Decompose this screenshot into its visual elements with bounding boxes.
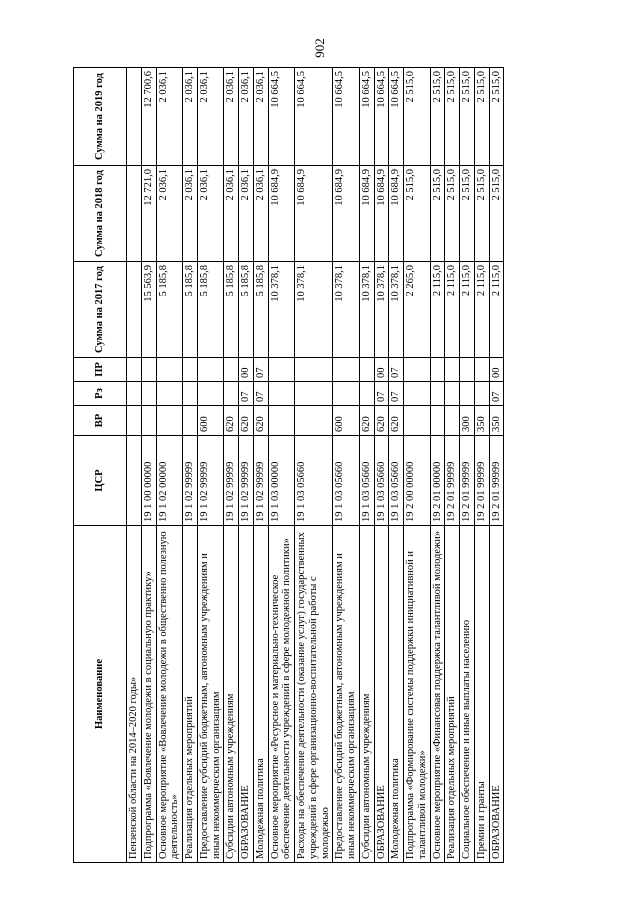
cell-sum-2019: 10 664,5 (333, 68, 360, 166)
header-sum-2018: Сумма на 2018 год (74, 166, 127, 262)
cell-sum-2017: 5 185,8 (156, 262, 183, 358)
cell-rz (295, 382, 333, 406)
cell-csr: 19 1 03 05660 (359, 436, 374, 526)
header-pr: ПР (74, 358, 127, 382)
cell-vr (445, 406, 460, 436)
cell-sum-2017: 5 185,8 (253, 262, 268, 358)
cell-sum-2019: 2 036,1 (183, 68, 198, 166)
header-csr: ЦСР (74, 436, 127, 526)
cell-vr (295, 406, 333, 436)
cell-rz: 07 (253, 382, 268, 406)
cell-sum-2018: 2 515,0 (474, 166, 489, 262)
cell-vr: 300 (460, 406, 475, 436)
cell-name: Предоставление субсидий бюджетным, автономным учреждениям и иным некоммерческим организациям (197, 526, 224, 863)
cell-pr (460, 358, 475, 382)
cell-name: Подпрограмма «Формирование системы поддержки инициативной и талантливой молодежи» (404, 526, 431, 863)
cell-name: Субсидии автономным учреждениям (224, 526, 239, 863)
header-sum-2019: Сумма на 2019 год (74, 68, 127, 166)
cell-pr: 07 (253, 358, 268, 382)
cell-csr: 19 2 01 99999 (489, 436, 504, 526)
cell-sum-2019: 10 664,5 (268, 68, 295, 166)
cell-csr: 19 1 00 00000 (141, 436, 156, 526)
cell-name: Пензенской области на 2014–2020 годы» (127, 526, 142, 863)
cell-sum-2019 (127, 68, 142, 166)
cell-pr (197, 358, 224, 382)
cell-vr: 600 (333, 406, 360, 436)
cell-sum-2017: 2 115,0 (460, 262, 475, 358)
table-row (333, 68, 360, 863)
cell-csr: 19 1 03 00000 (268, 436, 295, 526)
cell-pr (359, 358, 374, 382)
cell-rz (359, 382, 374, 406)
cell-vr: 350 (489, 406, 504, 436)
header-rz: Рз (74, 382, 127, 406)
table-row (183, 68, 198, 863)
cell-sum-2018: 2 036,1 (183, 166, 198, 262)
cell-pr (474, 358, 489, 382)
cell-name: Субсидии автономным учреждениям (359, 526, 374, 863)
cell-sum-2019: 10 664,5 (295, 68, 333, 166)
cell-sum-2018: 10 684,9 (374, 166, 389, 262)
cell-csr: 19 2 01 00000 (430, 436, 445, 526)
cell-name: Реализация отдельных мероприятий (445, 526, 460, 863)
cell-csr: 19 1 02 99999 (224, 436, 239, 526)
cell-vr (430, 406, 445, 436)
cell-sum-2017: 10 378,1 (333, 262, 360, 358)
cell-name: ОБРАЗОВАНИЕ (239, 526, 254, 863)
cell-sum-2019: 2 515,0 (460, 68, 475, 166)
cell-rz (430, 382, 445, 406)
cell-sum-2018: 2 515,0 (489, 166, 504, 262)
cell-csr: 19 1 02 00000 (156, 436, 183, 526)
cell-sum-2017: 2 115,0 (445, 262, 460, 358)
cell-name: Расходы на обеспечение деятельности (оказание услуг) государственных учреждений в сфере организационно-воспитательной работы с молодежью (295, 526, 333, 863)
cell-name: Предоставление субсидий бюджетным, автономным учреждениям и иным некоммерческим организациям (333, 526, 360, 863)
cell-sum-2019: 2 036,1 (253, 68, 268, 166)
cell-rz (445, 382, 460, 406)
cell-sum-2018: 2 036,1 (156, 166, 183, 262)
cell-vr (268, 406, 295, 436)
cell-sum-2019: 2 036,1 (156, 68, 183, 166)
cell-sum-2018 (127, 166, 142, 262)
cell-rz: 07 (489, 382, 504, 406)
table-row (253, 68, 268, 863)
cell-pr (141, 358, 156, 382)
cell-vr (127, 406, 142, 436)
cell-sum-2018: 10 684,9 (333, 166, 360, 262)
cell-rz: 07 (374, 382, 389, 406)
cell-rz (156, 382, 183, 406)
table-row (404, 68, 431, 863)
cell-sum-2017: 10 378,1 (359, 262, 374, 358)
cell-sum-2019: 10 664,5 (374, 68, 389, 166)
cell-rz (141, 382, 156, 406)
cell-csr: 19 1 03 05660 (389, 436, 404, 526)
header-sum-2017: Сумма на 2017 год (74, 262, 127, 358)
cell-sum-2017: 5 185,8 (197, 262, 224, 358)
cell-sum-2018: 2 036,1 (197, 166, 224, 262)
cell-sum-2017: 2 115,0 (489, 262, 504, 358)
cell-sum-2017: 15 563,9 (141, 262, 156, 358)
cell-pr: 07 (389, 358, 404, 382)
cell-sum-2018: 2 036,1 (239, 166, 254, 262)
cell-sum-2019: 12 700,6 (141, 68, 156, 166)
table-row (141, 68, 156, 863)
table-row (445, 68, 460, 863)
cell-pr (445, 358, 460, 382)
cell-vr: 620 (374, 406, 389, 436)
page-number: 902 (312, 38, 327, 58)
cell-csr: 19 2 01 99999 (445, 436, 460, 526)
cell-csr: 19 2 01 99999 (474, 436, 489, 526)
cell-sum-2018: 10 684,9 (268, 166, 295, 262)
cell-vr (156, 406, 183, 436)
table-body (127, 68, 504, 863)
cell-rz (333, 382, 360, 406)
cell-pr: 00 (239, 358, 254, 382)
table-row (224, 68, 239, 863)
cell-csr: 19 2 01 99999 (460, 436, 475, 526)
cell-rz: 07 (389, 382, 404, 406)
cell-csr: 19 1 02 99999 (239, 436, 254, 526)
cell-vr: 620 (239, 406, 254, 436)
cell-name: ОБРАЗОВАНИЕ (489, 526, 504, 863)
cell-sum-2019: 2 515,0 (430, 68, 445, 166)
cell-sum-2017: 10 378,1 (295, 262, 333, 358)
cell-sum-2017: 5 185,8 (239, 262, 254, 358)
cell-vr: 350 (474, 406, 489, 436)
table-row (430, 68, 445, 863)
cell-sum-2017: 5 185,8 (224, 262, 239, 358)
cell-name: Молодежная политика (389, 526, 404, 863)
cell-rz (127, 382, 142, 406)
cell-sum-2017: 2 115,0 (430, 262, 445, 358)
table-row (295, 68, 333, 863)
cell-rz (268, 382, 295, 406)
cell-name: Молодежная политика (253, 526, 268, 863)
table-row (359, 68, 374, 863)
cell-pr (295, 358, 333, 382)
cell-vr: 620 (224, 406, 239, 436)
cell-sum-2019: 2 515,0 (489, 68, 504, 166)
cell-csr: 19 1 02 99999 (183, 436, 198, 526)
cell-name: Подпрограмма «Вовлечение молодежи в социальную практику» (141, 526, 156, 863)
cell-sum-2017: 2 265,0 (404, 262, 431, 358)
cell-vr (404, 406, 431, 436)
cell-name: ОБРАЗОВАНИЕ (374, 526, 389, 863)
cell-sum-2018: 10 684,9 (359, 166, 374, 262)
table-row (489, 68, 504, 863)
table-row (474, 68, 489, 863)
cell-vr (183, 406, 198, 436)
cell-csr: 19 1 03 05660 (374, 436, 389, 526)
cell-sum-2018: 10 684,9 (389, 166, 404, 262)
cell-sum-2017: 10 378,1 (268, 262, 295, 358)
cell-rz (474, 382, 489, 406)
cell-csr: 19 1 03 05660 (333, 436, 360, 526)
cell-pr (430, 358, 445, 382)
cell-pr: 00 (374, 358, 389, 382)
cell-rz (460, 382, 475, 406)
cell-sum-2019: 10 664,5 (359, 68, 374, 166)
cell-name: Социальное обеспечение и иные выплаты населению (460, 526, 475, 863)
cell-sum-2018: 2 515,0 (430, 166, 445, 262)
table-row (374, 68, 389, 863)
table-row (127, 68, 142, 863)
cell-pr (268, 358, 295, 382)
cell-vr: 620 (253, 406, 268, 436)
table-row (460, 68, 475, 863)
budget-table (73, 67, 504, 863)
cell-csr (127, 436, 142, 526)
cell-vr: 600 (197, 406, 224, 436)
table-row (197, 68, 224, 863)
cell-sum-2017: 2 115,0 (474, 262, 489, 358)
cell-name: Премии и гранты (474, 526, 489, 863)
cell-csr: 19 1 03 05660 (295, 436, 333, 526)
header-name: Наименование (74, 526, 127, 863)
cell-vr (141, 406, 156, 436)
cell-sum-2018: 2 036,1 (224, 166, 239, 262)
cell-sum-2019: 2 515,0 (445, 68, 460, 166)
table-row (156, 68, 183, 863)
cell-sum-2017 (127, 262, 142, 358)
cell-pr: 00 (489, 358, 504, 382)
cell-pr (183, 358, 198, 382)
cell-sum-2017: 5 185,8 (183, 262, 198, 358)
cell-pr (127, 358, 142, 382)
cell-name: Основное мероприятие «Финансовая поддержка талантливой молодежи» (430, 526, 445, 863)
cell-sum-2017: 10 378,1 (389, 262, 404, 358)
cell-sum-2018: 10 684,9 (295, 166, 333, 262)
cell-pr (224, 358, 239, 382)
cell-vr: 620 (359, 406, 374, 436)
cell-sum-2018: 2 515,0 (404, 166, 431, 262)
cell-sum-2018: 2 515,0 (460, 166, 475, 262)
table-row (239, 68, 254, 863)
cell-vr: 620 (389, 406, 404, 436)
table-row (389, 68, 404, 863)
cell-csr: 19 1 02 99999 (197, 436, 224, 526)
cell-pr (333, 358, 360, 382)
cell-rz (404, 382, 431, 406)
cell-sum-2018: 2 036,1 (253, 166, 268, 262)
header-vr: ВР (74, 406, 127, 436)
table-header-row (74, 68, 127, 863)
cell-pr (156, 358, 183, 382)
cell-csr: 19 1 02 99999 (253, 436, 268, 526)
cell-pr (404, 358, 431, 382)
cell-sum-2019: 2 515,0 (474, 68, 489, 166)
table-row (268, 68, 295, 863)
cell-name: Реализация отдельных мероприятий (183, 526, 198, 863)
cell-sum-2019: 2 036,1 (239, 68, 254, 166)
cell-name: Основное мероприятие «Ресурсное и материально-техническое обеспечение деятельности учреждений в сфере молодежной политики» (268, 526, 295, 863)
cell-rz: 07 (239, 382, 254, 406)
cell-csr: 19 2 00 00000 (404, 436, 431, 526)
cell-sum-2019: 2 036,1 (224, 68, 239, 166)
cell-rz (183, 382, 198, 406)
rotated-table-container (73, 68, 571, 863)
cell-name: Основное мероприятие «Вовлечение молодежи в общественно полезную деятельность» (156, 526, 183, 863)
cell-sum-2017: 10 378,1 (374, 262, 389, 358)
cell-sum-2018: 2 515,0 (445, 166, 460, 262)
cell-sum-2019: 2 515,0 (404, 68, 431, 166)
cell-sum-2018: 12 721,0 (141, 166, 156, 262)
cell-rz (197, 382, 224, 406)
cell-sum-2019: 2 036,1 (197, 68, 224, 166)
cell-sum-2019: 10 664,5 (389, 68, 404, 166)
cell-rz (224, 382, 239, 406)
